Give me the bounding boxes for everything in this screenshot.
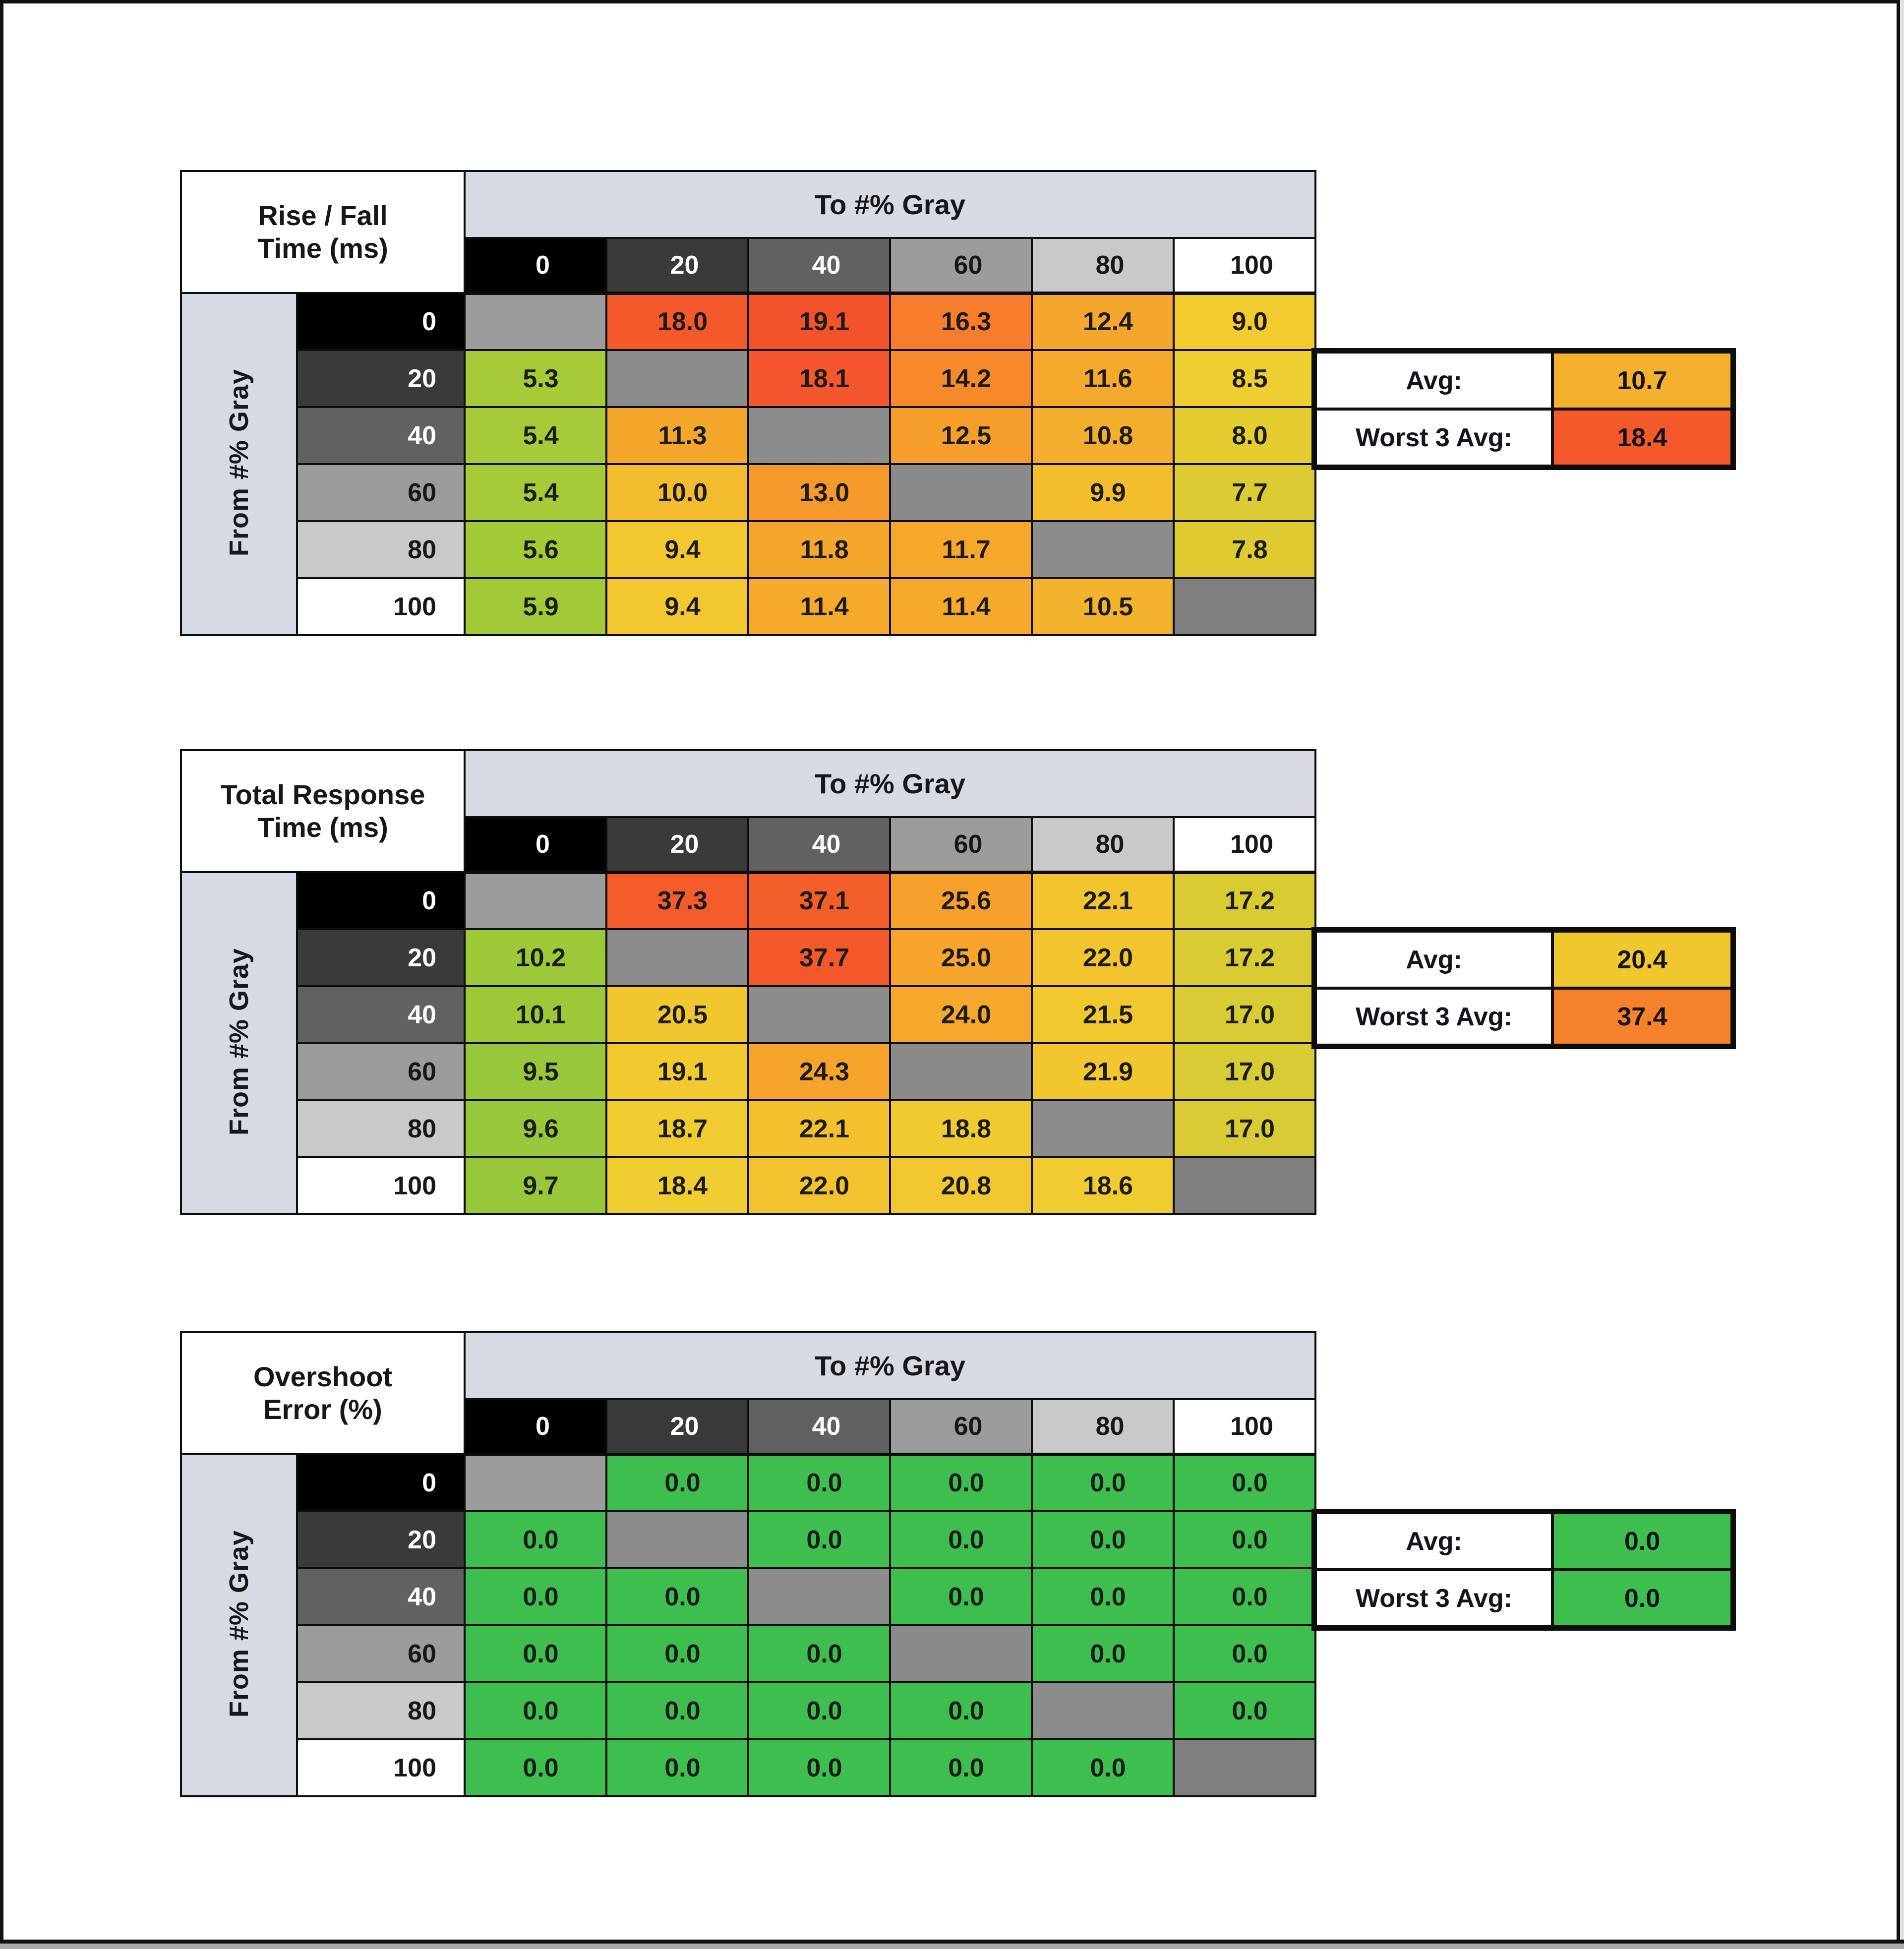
cell-from-80-to-100: 0.0	[1174, 1682, 1315, 1739]
row-header-40: 40	[297, 407, 465, 464]
diagonal-cell-80	[1032, 1100, 1174, 1157]
avg-value: 0.0	[1552, 1513, 1732, 1570]
col-header-0: 0	[465, 238, 606, 293]
cell-from-80-to-100: 17.0	[1174, 1100, 1315, 1157]
cell-from-80-to-60: 0.0	[890, 1682, 1032, 1739]
row-header-60: 60	[297, 464, 465, 521]
cell-from-60-to-80: 0.0	[1032, 1625, 1174, 1682]
col-header-80: 80	[1032, 817, 1174, 872]
diagonal-cell-0	[465, 1454, 606, 1511]
row-header-20: 20	[297, 350, 465, 407]
diagonal-cell-20	[606, 929, 748, 986]
cell-from-100-to-60: 20.8	[890, 1157, 1032, 1214]
cell-from-20-to-80: 22.0	[1032, 929, 1174, 986]
table-row	[181, 1454, 1315, 1511]
cell-from-40-to-60: 24.0	[890, 986, 1032, 1043]
table-row	[181, 407, 1315, 464]
cell-from-40-to-80: 0.0	[1032, 1568, 1174, 1625]
col-group-label: To #% Gray	[465, 171, 1315, 238]
cell-from-60-to-20: 0.0	[606, 1625, 748, 1682]
cell-from-0-to-80: 0.0	[1032, 1454, 1174, 1511]
worst3-avg-value: 37.4	[1552, 988, 1732, 1045]
diagonal-cell-0	[465, 293, 606, 350]
cell-from-100-to-0: 5.9	[465, 578, 606, 635]
table-row	[181, 1568, 1315, 1625]
table-title	[181, 171, 465, 293]
frame-right-sliver	[1900, 0, 1904, 1943]
row-header-60: 60	[297, 1043, 465, 1100]
diagonal-cell-40	[748, 1568, 890, 1625]
cell-from-0-to-40: 19.1	[748, 293, 890, 350]
rise-fall-table	[180, 170, 1316, 636]
cell-from-60-to-40: 24.3	[748, 1043, 890, 1100]
cell-from-60-to-20: 19.1	[606, 1043, 748, 1100]
cell-from-40-to-100: 0.0	[1174, 1568, 1315, 1625]
col-header-60: 60	[890, 817, 1032, 872]
row-group-label-text: From #% Gray	[224, 369, 254, 557]
frame-top-border	[0, 0, 1904, 3]
row-header-20: 20	[297, 929, 465, 986]
cell-from-60-to-0: 9.5	[465, 1043, 606, 1100]
avg-label: Avg:	[1315, 1513, 1552, 1570]
cell-from-20-to-40: 0.0	[748, 1511, 890, 1568]
col-header-40: 40	[748, 817, 890, 872]
cell-from-0-to-20: 0.0	[606, 1454, 748, 1511]
cell-from-0-to-40: 0.0	[748, 1454, 890, 1511]
cell-from-60-to-80: 9.9	[1032, 464, 1174, 521]
col-header-100: 100	[1174, 1399, 1315, 1454]
table-row	[181, 293, 1315, 350]
col-header-100: 100	[1174, 238, 1315, 293]
table-title-line2: Error (%)	[263, 1394, 382, 1425]
avg-label: Avg:	[1315, 352, 1552, 409]
diagonal-cell-40	[748, 407, 890, 464]
table-row	[181, 929, 1315, 986]
cell-from-60-to-20: 10.0	[606, 464, 748, 521]
col-header-40: 40	[748, 238, 890, 293]
row-header-0: 0	[297, 293, 465, 350]
diagonal-cell-20	[606, 350, 748, 407]
cell-from-20-to-100: 8.5	[1174, 350, 1315, 407]
cell-from-0-to-20: 18.0	[606, 293, 748, 350]
total-response-panel	[180, 749, 1316, 1215]
row-header-40: 40	[297, 986, 465, 1043]
diagonal-cell-80	[1032, 521, 1174, 578]
cell-from-100-to-80: 18.6	[1032, 1157, 1174, 1214]
cell-from-100-to-40: 0.0	[748, 1739, 890, 1796]
cell-from-0-to-60: 0.0	[890, 1454, 1032, 1511]
col-group-label: To #% Gray	[465, 1332, 1315, 1399]
cell-from-60-to-80: 21.9	[1032, 1043, 1174, 1100]
table-row	[181, 350, 1315, 407]
cell-from-60-to-40: 13.0	[748, 464, 890, 521]
cell-from-80-to-0: 5.6	[465, 521, 606, 578]
cell-from-100-to-60: 11.4	[890, 578, 1032, 635]
worst3-avg-label: Worst 3 Avg:	[1315, 1570, 1552, 1627]
avg-value: 20.4	[1552, 931, 1732, 988]
row-group-label	[181, 1454, 297, 1796]
cell-from-20-to-80: 0.0	[1032, 1511, 1174, 1568]
overshoot-table	[180, 1331, 1316, 1797]
table-row	[181, 1625, 1315, 1682]
cell-from-60-to-40: 0.0	[748, 1625, 890, 1682]
diagonal-cell-60	[890, 464, 1032, 521]
table-row	[181, 1157, 1315, 1214]
table-row	[181, 1511, 1315, 1568]
cell-from-20-to-100: 0.0	[1174, 1511, 1315, 1568]
row-header-80: 80	[297, 1100, 465, 1157]
col-header-80: 80	[1032, 1399, 1174, 1454]
cell-from-80-to-0: 9.6	[465, 1100, 606, 1157]
cell-from-60-to-0: 0.0	[465, 1625, 606, 1682]
avg-label: Avg:	[1315, 931, 1552, 988]
cell-from-0-to-100: 0.0	[1174, 1454, 1315, 1511]
frame-right-border	[1897, 0, 1900, 1943]
overshoot-panel	[180, 1331, 1316, 1797]
diagonal-cell-100	[1174, 1157, 1315, 1214]
diagonal-cell-100	[1174, 578, 1315, 635]
cell-from-40-to-0: 10.1	[465, 986, 606, 1043]
row-group-label-text: From #% Gray	[224, 1530, 254, 1718]
row-header-80: 80	[297, 1682, 465, 1739]
cell-from-20-to-60: 0.0	[890, 1511, 1032, 1568]
cell-from-80-to-20: 18.7	[606, 1100, 748, 1157]
cell-from-0-to-20: 37.3	[606, 872, 748, 929]
cell-from-80-to-20: 9.4	[606, 521, 748, 578]
col-header-100: 100	[1174, 817, 1315, 872]
data-rows	[181, 872, 1315, 1214]
cell-from-0-to-40: 37.1	[748, 872, 890, 929]
cell-from-100-to-40: 11.4	[748, 578, 890, 635]
row-header-0: 0	[297, 1454, 465, 1511]
row-header-100: 100	[297, 1157, 465, 1214]
col-header-0: 0	[465, 817, 606, 872]
cell-from-80-to-40: 11.8	[748, 521, 890, 578]
cell-from-40-to-0: 0.0	[465, 1568, 606, 1625]
table-row	[181, 1100, 1315, 1157]
row-header-100: 100	[297, 578, 465, 635]
row-header-80: 80	[297, 521, 465, 578]
col-header-20: 20	[606, 817, 748, 872]
worst3-avg-label: Worst 3 Avg:	[1315, 988, 1552, 1045]
frame-left-border	[0, 0, 3, 1943]
rise-fall-panel	[180, 170, 1316, 636]
cell-from-20-to-60: 25.0	[890, 929, 1032, 986]
table-title	[181, 1332, 465, 1454]
cell-from-40-to-20: 0.0	[606, 1568, 748, 1625]
table-row	[181, 872, 1315, 929]
cell-from-40-to-60: 0.0	[890, 1568, 1032, 1625]
cell-from-80-to-0: 0.0	[465, 1682, 606, 1739]
row-header-20: 20	[297, 1511, 465, 1568]
table-row	[181, 464, 1315, 521]
row-group-label-text: From #% Gray	[224, 948, 254, 1136]
cell-from-40-to-80: 21.5	[1032, 986, 1174, 1043]
cell-from-60-to-100: 0.0	[1174, 1625, 1315, 1682]
cell-from-80-to-40: 22.1	[748, 1100, 890, 1157]
diagonal-cell-100	[1174, 1739, 1315, 1796]
row-header-0: 0	[297, 872, 465, 929]
overshoot-avg-box	[1311, 1509, 1736, 1631]
cell-from-0-to-60: 25.6	[890, 872, 1032, 929]
row-header-60: 60	[297, 1625, 465, 1682]
cell-from-40-to-60: 12.5	[890, 407, 1032, 464]
cell-from-60-to-100: 7.7	[1174, 464, 1315, 521]
data-rows	[181, 1454, 1315, 1796]
row-group-label	[181, 872, 297, 1214]
cell-from-100-to-80: 0.0	[1032, 1739, 1174, 1796]
total-response-avg-box	[1311, 927, 1736, 1049]
cell-from-0-to-60: 16.3	[890, 293, 1032, 350]
cell-from-100-to-60: 0.0	[890, 1739, 1032, 1796]
cell-from-60-to-100: 17.0	[1174, 1043, 1315, 1100]
row-group-label	[181, 293, 297, 635]
cell-from-80-to-100: 7.8	[1174, 521, 1315, 578]
table-title	[181, 750, 465, 872]
diagonal-cell-40	[748, 986, 890, 1043]
cell-from-40-to-20: 11.3	[606, 407, 748, 464]
avg-value: 10.7	[1552, 352, 1732, 409]
frame-bottom-border	[0, 1940, 1904, 1944]
cell-from-0-to-80: 12.4	[1032, 293, 1174, 350]
table-row	[181, 521, 1315, 578]
table-row	[181, 1739, 1315, 1796]
table-title-line2: Time (ms)	[257, 812, 388, 843]
worst3-avg-value: 0.0	[1552, 1570, 1732, 1627]
table-title-line1: Overshoot	[253, 1360, 393, 1392]
col-header-0: 0	[465, 1399, 606, 1454]
table-title-line1: Rise / Fall	[258, 199, 388, 231]
cell-from-0-to-100: 9.0	[1174, 293, 1315, 350]
table-row	[181, 1043, 1315, 1100]
cell-from-40-to-100: 17.0	[1174, 986, 1315, 1043]
cell-from-80-to-60: 11.7	[890, 521, 1032, 578]
cell-from-100-to-80: 10.5	[1032, 578, 1174, 635]
col-header-20: 20	[606, 238, 748, 293]
cell-from-40-to-20: 20.5	[606, 986, 748, 1043]
cell-from-100-to-0: 9.7	[465, 1157, 606, 1214]
col-header-40: 40	[748, 1399, 890, 1454]
cell-from-20-to-0: 10.2	[465, 929, 606, 986]
table-title-line1: Total Response	[220, 778, 425, 810]
col-header-80: 80	[1032, 238, 1174, 293]
table-row	[181, 1682, 1315, 1739]
worst3-avg-label: Worst 3 Avg:	[1315, 409, 1552, 466]
cell-from-60-to-0: 5.4	[465, 464, 606, 521]
cell-from-80-to-20: 0.0	[606, 1682, 748, 1739]
diagonal-cell-20	[606, 1511, 748, 1568]
cell-from-20-to-60: 14.2	[890, 350, 1032, 407]
col-group-label: To #% Gray	[465, 750, 1315, 817]
row-header-40: 40	[297, 1568, 465, 1625]
table-row	[181, 578, 1315, 635]
cell-from-0-to-80: 22.1	[1032, 872, 1174, 929]
cell-from-20-to-0: 5.3	[465, 350, 606, 407]
diagonal-cell-60	[890, 1043, 1032, 1100]
total-response-table	[180, 749, 1316, 1215]
cell-from-80-to-40: 0.0	[748, 1682, 890, 1739]
cell-from-80-to-60: 18.8	[890, 1100, 1032, 1157]
col-header-20: 20	[606, 1399, 748, 1454]
diagonal-cell-0	[465, 872, 606, 929]
cell-from-100-to-20: 0.0	[606, 1739, 748, 1796]
cell-from-40-to-0: 5.4	[465, 407, 606, 464]
frame-bottom-strip	[0, 1944, 1904, 1949]
cell-from-20-to-40: 18.1	[748, 350, 890, 407]
row-header-100: 100	[297, 1739, 465, 1796]
cell-from-20-to-80: 11.6	[1032, 350, 1174, 407]
cell-from-100-to-20: 18.4	[606, 1157, 748, 1214]
cell-from-100-to-0: 0.0	[465, 1739, 606, 1796]
col-header-60: 60	[890, 1399, 1032, 1454]
diagonal-cell-80	[1032, 1682, 1174, 1739]
worst3-avg-value: 18.4	[1552, 409, 1732, 466]
cell-from-20-to-100: 17.2	[1174, 929, 1315, 986]
diagonal-cell-60	[890, 1625, 1032, 1682]
cell-from-100-to-40: 22.0	[748, 1157, 890, 1214]
table-title-line2: Time (ms)	[257, 233, 388, 264]
cell-from-40-to-100: 8.0	[1174, 407, 1315, 464]
data-rows	[181, 293, 1315, 635]
table-row	[181, 986, 1315, 1043]
cell-from-20-to-40: 37.7	[748, 929, 890, 986]
cell-from-40-to-80: 10.8	[1032, 407, 1174, 464]
cell-from-20-to-0: 0.0	[465, 1511, 606, 1568]
cell-from-100-to-20: 9.4	[606, 578, 748, 635]
cell-from-0-to-100: 17.2	[1174, 872, 1315, 929]
rise-fall-avg-box	[1311, 348, 1736, 470]
col-header-60: 60	[890, 238, 1032, 293]
